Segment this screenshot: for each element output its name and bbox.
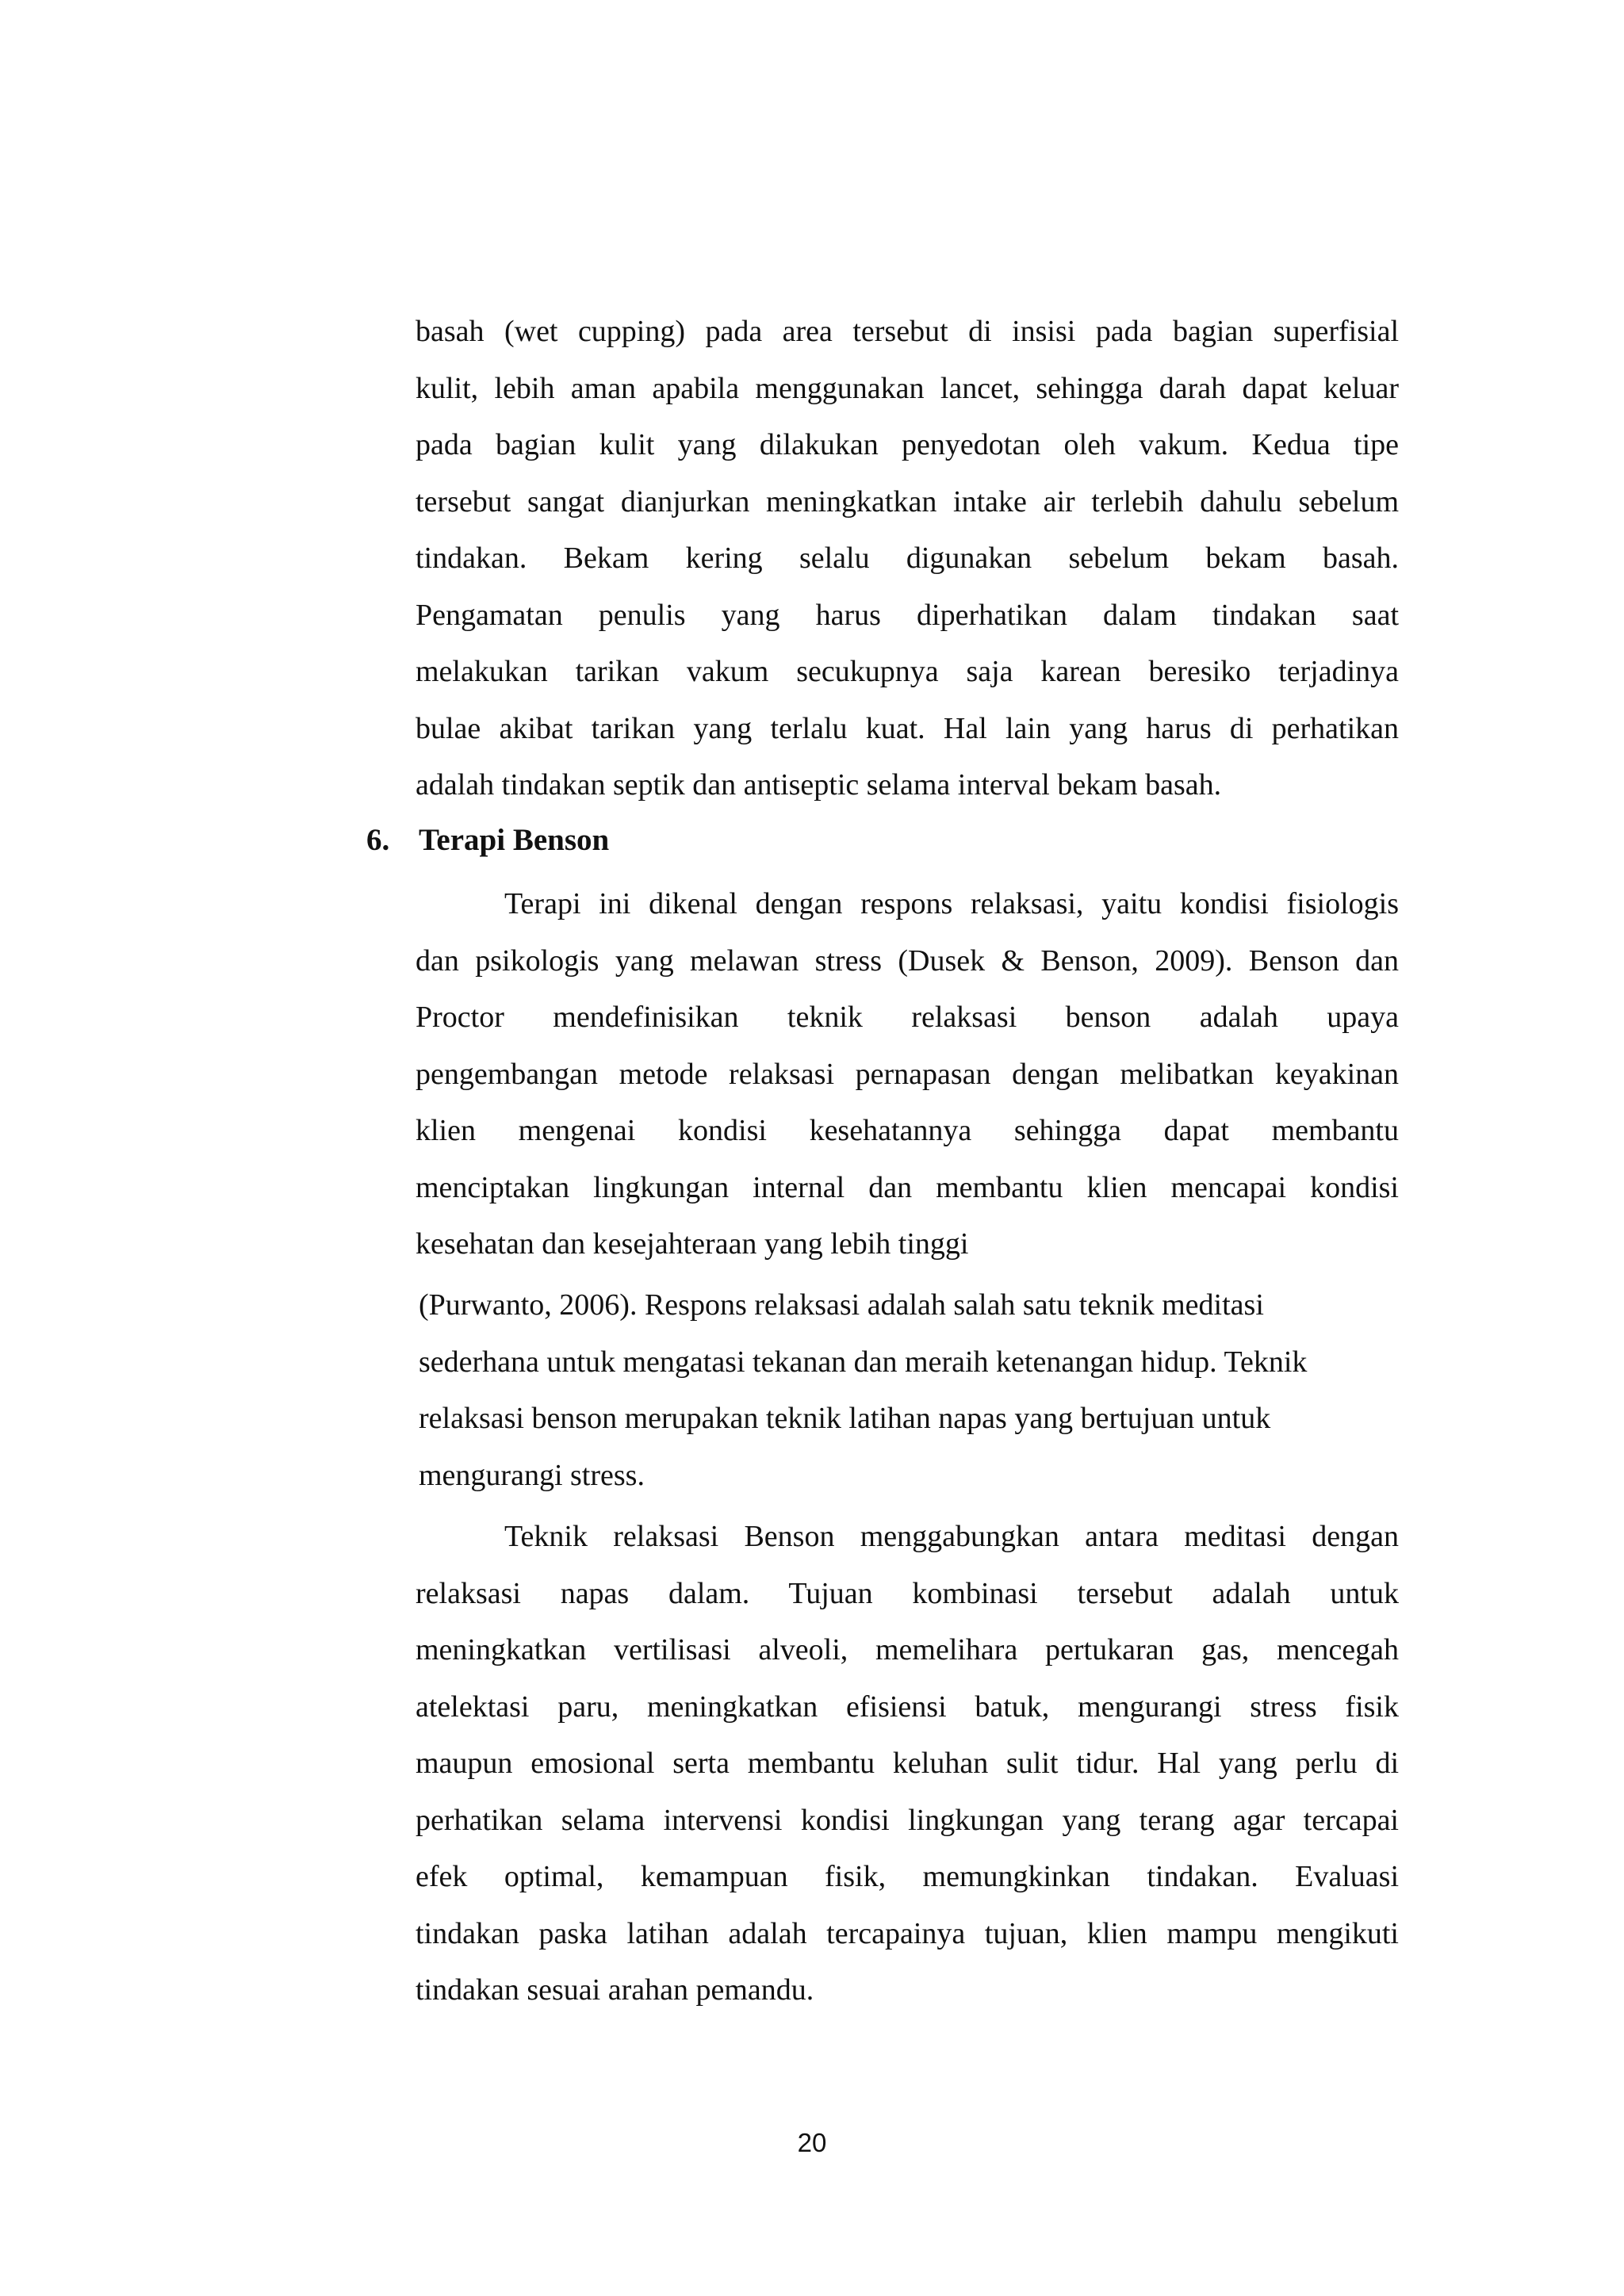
page-number: 20 [797,2128,827,2157]
text-line: mengurangi stress. [419,1458,645,1492]
text-line: sederhana untuk mengatasi tekanan dan meraih ketenangan hidup. Teknik [419,1345,1308,1379]
text-line: pada bagian kulit yang dilakukan penyedotan oleh vakum. Kedua tipe [416,428,1399,461]
text-line: (Purwanto, 2006). Respons relaksasi adalah salah satu teknik meditasi [419,1288,1264,1322]
paragraph-terapi-benson-intro [416,876,1399,1273]
text-line: basah (wet cupping) pada area tersebut di insisi pada bagian superfisial [416,315,1399,348]
text-line: tersebut sangat dianjurkan meningkatkan intake air terlebih dahulu sebelum [416,484,1399,519]
text-line: pengembangan metode relaksasi pernapasan dengan melibatkan keyakinan [416,1057,1399,1091]
text-line: dan psikologis yang melawan stress (Dusek & Benson, 2009). Benson dan [416,943,1399,978]
text-line: melakukan tarikan vakum secukupnya saja karean beresiko terjadinya [416,655,1399,688]
section-number: 6. [366,823,390,857]
text-line: kulit, lebih aman apabila menggunakan lancet, sehingga darah dapat keluar [416,371,1399,405]
text-line: tindakan paska latihan adalah tercapainya tujuan, klien mampu mengikuti [416,1916,1399,1950]
text-line: Terapi ini dikenal dengan respons relaksasi, yaitu kondisi fisiologis [504,887,1399,920]
paragraph-purwanto [419,1277,1390,1504]
text-line: meningkatkan vertilisasi alveoli, memelihara pertukaran gas, mencegah [416,1633,1399,1667]
text-line: maupun emosional serta membantu keluhan sulit tidur. Hal yang perlu di [416,1747,1399,1780]
text-line: efek optimal, kemampuan fisik, memungkinkan tindakan. Evaluasi [416,1860,1399,1893]
text-line: bulae akibat tarikan yang terlalu kuat. Hal lain yang harus di perhatikan [416,711,1399,745]
text-line: relaksasi napas dalam. Tujuan kombinasi tersebut adalah untuk [416,1576,1399,1610]
section-title: Terapi Benson [419,823,610,857]
text-line: relaksasi benson merupakan teknik latihan napas yang bertujuan untuk [419,1402,1271,1435]
section-heading [366,817,609,864]
text-line: klien mengenai kondisi kesehatannya sehingga dapat membantu [416,1114,1399,1147]
paragraph-teknik-relaksasi [416,1509,1399,2019]
text-line: adalah tindakan septik dan antiseptic selama interval bekam basah. [416,768,1222,802]
text-line: Pengamatan penulis yang harus diperhatikan dalam tindakan saat [416,598,1399,632]
text-line: menciptakan lingkungan internal dan membantu klien mencapai kondisi [416,1170,1399,1204]
text-line: tindakan sesuai arahan pemandu. [416,1973,814,2007]
text-line: Teknik relaksasi Benson menggabungkan antara meditasi dengan [504,1520,1399,1553]
text-line: tindakan. Bekam kering selalu digunakan sebelum bekam basah. [416,541,1399,575]
paragraph-bekam-continuation [416,304,1399,814]
text-line: Proctor mendefinisikan teknik relaksasi benson adalah upaya [416,1001,1399,1034]
text-line: kesehatan dan kesejahteraan yang lebih tinggi [416,1227,969,1261]
text-line: atelektasi paru, meningkatkan efisiensi batuk, mengurangi stress fisik [416,1689,1399,1724]
text-line: perhatikan selama intervensi kondisi lingkungan yang terang agar tercapai [416,1803,1399,1837]
